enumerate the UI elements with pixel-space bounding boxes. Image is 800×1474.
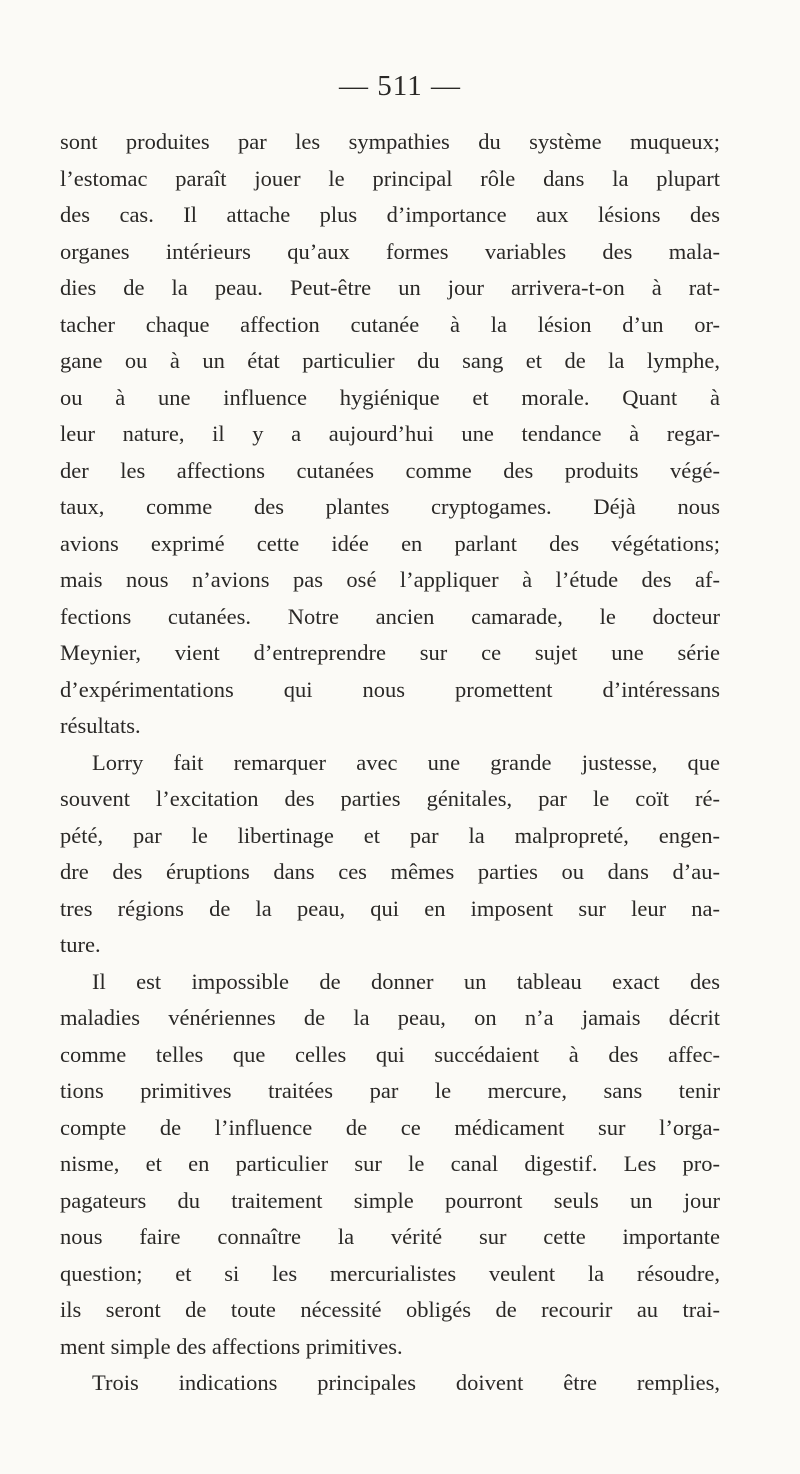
text-line: dies de la peau. Peut-être un jour arrivera-t-on à rat- bbox=[60, 275, 720, 300]
text-line: Lorry fait remarquer avec une grande justesse, que bbox=[92, 749, 720, 775]
text-line: Il est impossible de donner un tableau exact des bbox=[92, 968, 720, 994]
text-line: organes intérieurs qu’aux formes variables des mala- bbox=[60, 238, 720, 264]
text-line: comme telles que celles qui succédaient à des affec- bbox=[60, 1041, 720, 1067]
text-line: résultats. bbox=[60, 713, 141, 738]
text-line: Trois indications principales doivent être remplies, bbox=[92, 1370, 720, 1395]
text-line: pagateurs du traitement simple pourront seuls un jour bbox=[60, 1187, 720, 1213]
text-line: ou à une influence hygiénique et morale. Quant à bbox=[60, 384, 720, 410]
page-number-header: — 511 — bbox=[339, 70, 461, 102]
text-line: d’expérimentations qui nous promettent d’intéressans bbox=[60, 676, 720, 702]
text-line: leur nature, il y a aujourd’hui une tendance à regar- bbox=[60, 421, 720, 446]
text-line: tacher chaque affection cutanée à la lésion d’un or- bbox=[60, 311, 720, 337]
text-line: l’estomac paraît jouer le principal rôle dans la plupart bbox=[60, 165, 720, 191]
text-line: Meynier, vient d’entreprendre sur ce sujet une série bbox=[60, 640, 720, 665]
text-line: nous faire connaître la vérité sur cette importante bbox=[60, 1224, 720, 1249]
text-line: tres régions de la peau, qui en imposent sur leur na- bbox=[60, 895, 720, 921]
text-line: dre des éruptions dans ces mêmes parties ou dans d’au- bbox=[60, 859, 720, 884]
text-line: nisme, et en particulier sur le canal digestif. Les pro- bbox=[60, 1151, 720, 1176]
text-line: sont produites par les sympathies du système muqueux; bbox=[60, 129, 720, 154]
text-line: avions exprimé cette idée en parlant des végétations; bbox=[60, 530, 720, 556]
text-line: fections cutanées. Notre ancien camarade, le docteur bbox=[60, 603, 720, 629]
text-line: des cas. Il attache plus d’importance aux lésions des bbox=[60, 202, 720, 227]
text-line: mais nous n’avions pas osé l’appliquer à l’étude des af- bbox=[60, 567, 720, 592]
text-line: pété, par le libertinage et par la malpropreté, engen- bbox=[60, 822, 720, 848]
text-line: der les affections cutanées comme des produits végé- bbox=[60, 457, 720, 483]
text-line: compte de l’influence de ce médicament sur l’orga- bbox=[60, 1114, 720, 1140]
text-line: souvent l’excitation des parties génitales, par le coït ré- bbox=[60, 786, 720, 811]
text-line: ment simple des affections primitives. bbox=[60, 1333, 403, 1359]
text-line: ture. bbox=[60, 932, 101, 957]
text-line: ils seront de toute nécessité obligés de recourir au trai- bbox=[60, 1297, 720, 1322]
text-line: maladies vénériennes de la peau, on n’a jamais décrit bbox=[60, 1005, 720, 1030]
text-line: taux, comme des plantes cryptogames. Déjà nous bbox=[60, 494, 720, 519]
text-line: question; et si les mercurialistes veulent la résoudre, bbox=[60, 1260, 720, 1286]
page-body-text bbox=[60, 124, 720, 1402]
text-line: tions primitives traitées par le mercure, sans tenir bbox=[60, 1078, 720, 1103]
text-line: gane ou à un état particulier du sang et de la lymphe, bbox=[60, 348, 720, 373]
